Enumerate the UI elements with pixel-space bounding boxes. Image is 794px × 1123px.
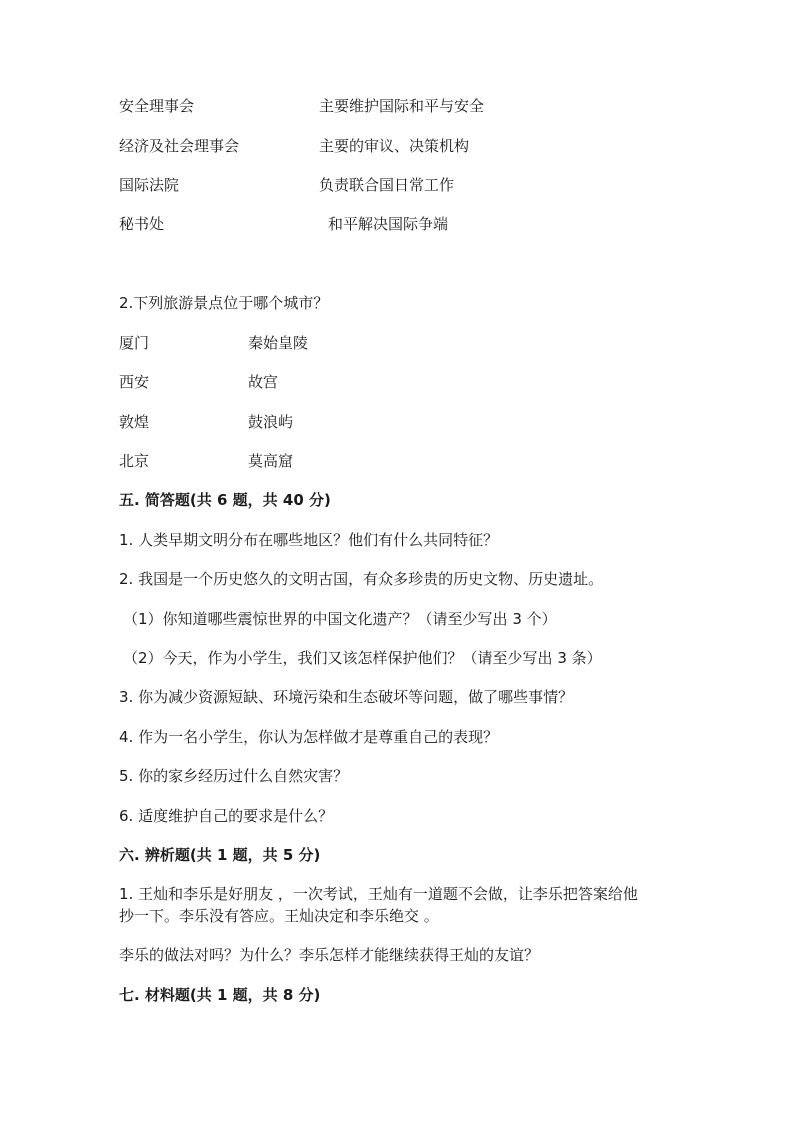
question-text: 4. 作为一名小学生，你认为怎样做才是尊重自己的表现？: [119, 728, 499, 746]
section5-heading: 五. 简答题(共 6 题，共 40 分): [119, 491, 331, 509]
section7-heading: 七. 材料题(共 1 题，共 8 分): [119, 986, 321, 1004]
match1-right-item: 负责联合国日常工作: [319, 176, 455, 194]
question-text: 李乐的做法对吗？为什么？李乐怎样才能继续获得王灿的友谊？: [119, 946, 540, 964]
sub-question-text: （2）今天，作为小学生，我们又该怎样保护他们？（请至少写出 3 条）: [123, 649, 602, 667]
match2-right-item: 鼓浪屿: [248, 413, 294, 431]
section6-heading: 六. 辨析题(共 1 题，共 5 分): [119, 846, 321, 864]
question-text: 6. 适度维护自己的要求是什么？: [119, 807, 334, 825]
match1-left-item: 国际法院: [119, 176, 180, 194]
match1-left-item: 秘书处: [119, 215, 165, 233]
match1-left-item: 经济及社会理事会: [119, 137, 240, 155]
match2-left-item: 北京: [119, 452, 150, 470]
match2-right-item: 莫高窟: [248, 452, 294, 470]
match2-left-item: 厦门: [119, 334, 150, 352]
match2-right-item: 故宫: [248, 373, 279, 391]
sub-question-text: （1）你知道哪些震惊世界的中国文化遗产？（请至少写出 3 个）: [123, 610, 557, 628]
match1-right-item: 主要维护国际和平与安全: [319, 97, 485, 115]
match2-right-item: 秦始皇陵: [248, 334, 309, 352]
match2-left-item: 西安: [119, 373, 150, 391]
question-text: 2. 我国是一个历史悠久的文明古国，有众多珍贵的历史文物、历史遗址。: [119, 570, 604, 588]
question-text: 1. 王灿和李乐是好朋友 ，一次考试，王灿有一道题不会做，让李乐把答案给他: [119, 885, 638, 903]
question-text: 抄一下。李乐没有答应。王灿决定和李乐绝交 。: [119, 907, 439, 925]
question-text: 3. 你为减少资源短缺、环境污染和生态破坏等问题，做了哪些事情？: [119, 688, 574, 706]
match1-left-item: 安全理事会: [119, 97, 195, 115]
match2-question: 2.下列旅游景点位于哪个城市？: [119, 294, 329, 312]
question-text: 5. 你的家乡经历过什么自然灾害？: [119, 767, 349, 785]
match2-left-item: 敦煌: [119, 413, 150, 431]
match1-right-item: 和平解决国际争端: [328, 215, 449, 233]
question-text: 1. 人类早期文明分布在哪些地区？他们有什么共同特征？: [119, 531, 499, 549]
match1-right-item: 主要的审议、决策机构: [319, 137, 470, 155]
